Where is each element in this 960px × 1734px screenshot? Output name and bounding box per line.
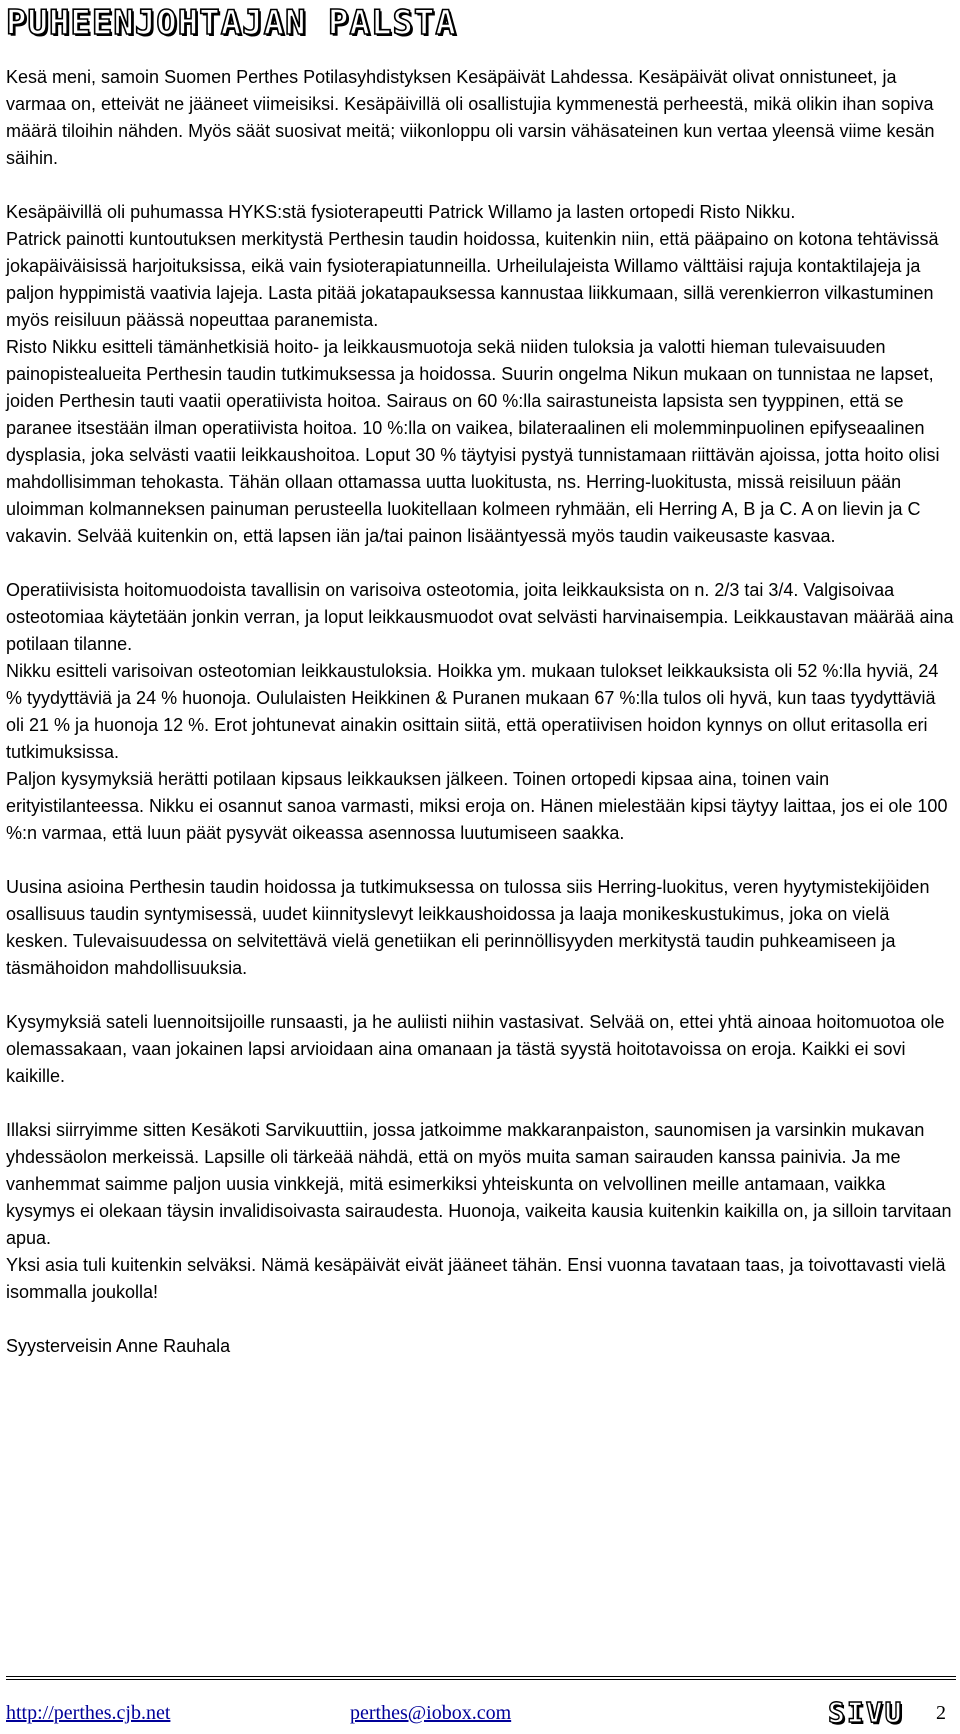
page-title: PUHEENJOHTAJAN PALSTA — [6, 3, 457, 43]
sivu-label: SIVU — [828, 1696, 904, 1729]
paragraph-spacer — [6, 550, 956, 577]
paragraph: Risto Nikku esitteli tämänhetkisiä hoito- ja leikkausmuotoja sekä niiden tuloksia ja valotti hieman tulevaisuuden painopistealueita Perthesin taudin tutkimuksessa ja hoidossa. Suurin ongelma Nikun mukaan on tunnistaa ne lapset, joiden Perthesin tauti vaatii operatiivista hoitoa. Sairaus on 60 %:lla sairastuneista lapsista sen tyyppinen, että se paranee itsestään ilman operatiivista hoitoa. 10 %:lla on vaikea, bilateraalinen eli molemminpuolinen epifyseaalinen dysplasia, joka selvästi vaatii leikkaushoitoa. Loput 30 % täytyisi pystyä tunnistamaan riittävän ajoissa, jotta hoito olisi mahdollisimman tehokasta. Tähän ollaan ottamassa uutta luokitusta, ns. Herring-luokitusta, missä reisiluun pään uloimman kolmanneksen painuman perusteella luokitellaan kolmeen ryhmään, eli Herring A, B ja C. A on lievin ja C vakavin. Selvää kuitenkin on, että lapsen iän ja/tai painon lisääntyessä myös taudin vaikeusaste kasvaa. — [6, 337, 940, 546]
paragraph: Patrick painotti kuntoutuksen merkitystä Perthesin taudin hoidossa, kuitenkin niin, että pääpaino on kotona tehtävissä jokapäiväisissä harjoituksissa, eikä vain fysioterapiatunneilla. Urheilulajeista Willamo välttäisi rajuja kontaktilajeja ja paljon hyppimistä vaativia lajeja. Lasta pitää jokatapauksessa kannustaa liikkumaan, sillä verenkierron vilkastuminen myös reisiluun päässä nopeuttaa paranemista. — [6, 229, 939, 330]
paragraph-spacer — [6, 847, 956, 874]
paragraph-spacer — [6, 1306, 956, 1333]
paragraph-spacer — [6, 172, 956, 199]
page-footer — [6, 1696, 956, 1730]
page-number: 2 — [936, 1702, 946, 1724]
paragraph: Yksi asia tuli kuitenkin selväksi. Nämä kesäpäivät eivät jääneet tähän. Ensi vuonna tavataan taas, ja toivottavasti vielä isommalla joukolla! — [6, 1255, 946, 1302]
paragraph-spacer — [6, 1090, 956, 1117]
paragraph: Paljon kysymyksiä herätti potilaan kipsaus leikkauksen jälkeen. Toinen ortopedi kipsaa aina, toinen vain erityistilanteessa. Nikku ei osannut sanoa varmasti, miksi eroja on. Hänen mielestään kipsi täytyy laittaa, jos ei ole 100 %:n varmaa, että luun päät pysyvät oikeassa asennossa luutumiseen saakka. — [6, 769, 948, 843]
paragraph: Illaksi siirryimme sitten Kesäkoti Sarvikuuttiin, jossa jatkoimme makkaranpaiston, saunomisen ja varsinkin mukavan yhdessäolon merkeissä. Lapsille oli tärkeää nähdä, että on myös muita saman sairauden kanssa painivia. Ja me vanhemmat saimme paljon uusia vinkkejä, mitä esimerkiksi yhteiskunta on velvollinen meille antamaan, vaikka kysymys ei olekaan täysin invalidisoivasta sairaudesta. Huonoja, vaikeita kausia kuitenkin kaikilla on, ja silloin tarvitaan apua. — [6, 1120, 952, 1248]
paragraph: Nikku esitteli varisoivan osteotomian leikkaustuloksia. Hoikka ym. mukaan tulokset leikkauksista oli 52 %:lla hyviä, 24 % tyydyttäviä ja 24 % huonoja. Oululaisten Heikkinen & Puranen mukaan 67 %:lla tulos oli hyvä, kun taas tyydyttäviä oli 21 % ja huonoja 12 %. Erot johtunevat ainakin osittain siitä, että operatiivisen hoidon kynnys on ollut eritasolla eri tutkimuksissa. — [6, 661, 939, 762]
paragraph: Operatiivisista hoitomuodoista tavallisin on varisoiva osteotomia, joita leikkauksista on n. 2/3 tai 3/4. Valgisoivaa osteotomiaa käytetään jonkin verran, ja loput leikkausmuodot ovat selvästi harvinaisempia. Leikkaustavan määrää aina potilaan tilanne. — [6, 580, 954, 654]
paragraph: Uusina asioina Perthesin taudin hoidossa ja tutkimuksessa on tulossa siis Herring-luokitus, veren hyytymistekijöiden osallisuus taudin syntymisessä, uudet kiinnityslevyt leikkaushoidossa ja laaja monikeskustukimus, joka on vielä kesken. Tulevaisuudessa on selvitettävä vielä genetiikan eli perinnöllisyyden merkitystä taudin puhkeamiseen ja täsmähoidon mahdollisuuksia. — [6, 877, 930, 978]
website-link[interactable]: http://perthes.cjb.net — [6, 1702, 171, 1724]
paragraph-spacer — [6, 982, 956, 1009]
footer-divider — [6, 1676, 956, 1680]
paragraph: Kesä meni, samoin Suomen Perthes Potilasyhdistyksen Kesäpäivät Lahdessa. Kesäpäivät olivat onnistuneet, ja varmaa on, etteivät ne jääneet viimeisiksi. Kesäpäivillä oli osallistujia kymmenestä perheestä, mikä olikin ihan sopiva määrä tiloihin nähden. Myös säät suosivat meitä; viikonloppu oli varsin vähäsateinen kun vertaa yleensä viime kesän säihin. — [6, 67, 935, 168]
email-link[interactable]: perthes@iobox.com — [350, 1702, 512, 1724]
paragraph: Kesäpäivillä oli puhumassa HYKS:stä fysioterapeutti Patrick Willamo ja lasten ortopedi Risto Nikku. — [6, 202, 796, 222]
article-body — [6, 64, 956, 1360]
paragraph: Kysymyksiä sateli luennoitsijoille runsaasti, ja he auliisti niihin vastasivat. Selvää on, ettei yhtä ainoaa hoitomuotoa ole olemassakaan, vaan jokainen lapsi arvioidaan aina omanaan ja tästä syystä hoitotavoissa on eroja. Kaikki ei sovi kaikille. — [6, 1012, 945, 1086]
signature: Syysterveisin Anne Rauhala — [6, 1336, 231, 1356]
